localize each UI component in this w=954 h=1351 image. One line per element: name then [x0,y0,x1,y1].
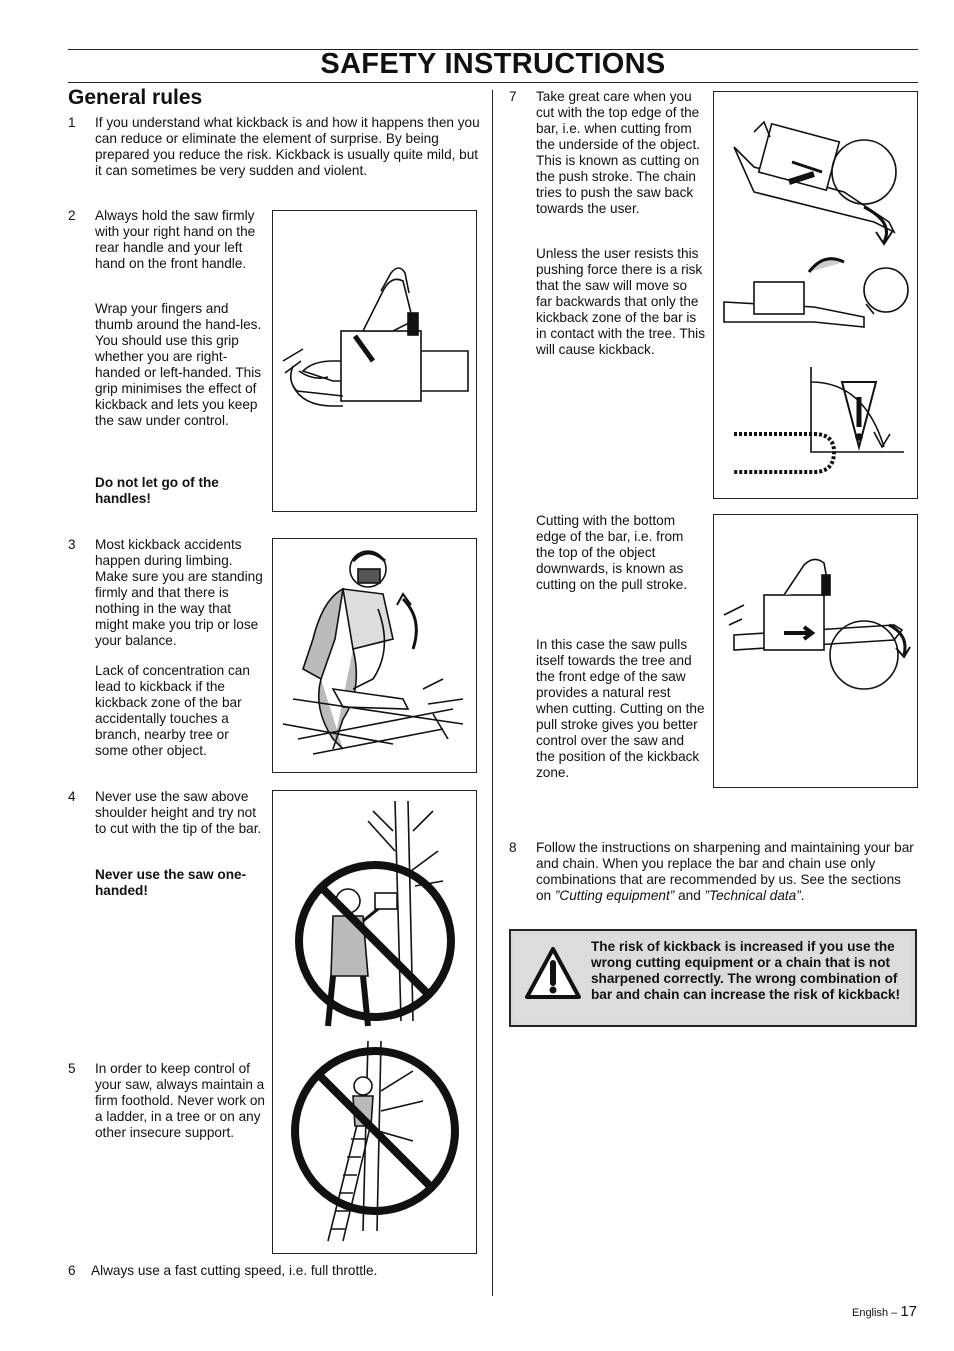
rule-5-number: 5 [68,1061,76,1076]
rule-8-link-technical-data: ”Technical data” [704,888,801,903]
rule-6-text: Always use a fast cutting speed, i.e. full throttle. [91,1263,378,1278]
kickback-warning-box [509,929,917,1027]
pull-stroke-illustration [714,515,917,787]
figure-limbing [272,538,477,773]
rule-8-text [536,840,918,904]
section-heading: General rules [68,86,203,109]
rule-8-link-cutting-equipment: ”Cutting equipment” [554,888,675,903]
rule-6-number: 6 [68,1263,76,1278]
rule-7-paragraph-2: Unless the user resists this pushing force there is a risk that the saw will move so far backwards that only the kickback zone of the bar is in contact with the tree. This will cause kickback. [536,246,705,357]
rule-3-number: 3 [68,537,76,552]
warning-inner [515,935,911,1021]
warning-text: The risk of kickback is increased if you use the wrong cutting equipment or a chain that is not sharpened correctly. The wrong combination of bar and chain can increase the risk of kickback! [591,939,901,1002]
footer-language: English – [851,1307,898,1319]
figure-prohibited-actions [272,790,477,1254]
rule-3-paragraph-2: Lack of concentration can lead to kickback if the kickback zone of the bar accidentally touches a branch, nearby tree or some other object. [95,663,250,758]
title-rule [68,82,918,83]
prohibited-illustrations [273,791,476,1253]
page-number: 17 [900,1303,917,1320]
push-stroke-kickback-illustration [714,92,917,498]
rule-8-text-mid: and [674,888,705,903]
rule-5-paragraph-1: In order to keep control of your saw, always maintain a firm foothold. Never work on a ladder, in a tree or on any other insecure support. [95,1061,265,1140]
rule-4-bold-note: Never use the saw one-handed! [95,867,247,898]
rule-3-paragraph-1: Most kickback accidents happen during limbing. Make sure you are standing firmly and that there is nothing in the way that might make you trip or lose your balance. [95,537,263,648]
figure-grip-saw [272,210,477,512]
limbing-worker-illustration [273,539,476,772]
rule-2-number: 2 [68,208,76,223]
rule-8-text-post: . [800,888,805,903]
rule-4-number: 4 [68,789,76,804]
rule-7-paragraph-3: Cutting with the bottom edge of the bar, i.e. from the top of the object downwards, is known as cutting on the pull stroke. [536,513,688,592]
chainsaw-grip-illustration [273,211,476,511]
rule-7-paragraph-4: In this case the saw pulls itself towards the tree and the front edge of the saw provides a natural rest when cutting. Cutting on the pull stroke gives you better control over the saw and the position of the kickback zone. [536,637,705,780]
rule-7-paragraph-1: Take great care when you cut with the top edge of the bar, i.e. when cutting from the underside of the object. This is known as cutting on the push stroke. The chain tries to push the saw back towards the user. [536,89,700,216]
rule-8-number: 8 [509,840,517,855]
page-footer [852,1303,917,1320]
figure-pull-stroke [713,514,918,788]
rule-1-number: 1 [68,115,76,130]
figure-push-stroke [713,91,918,499]
page-title: SAFETY INSTRUCTIONS [320,48,666,80]
rule-2-paragraph-2: Wrap your fingers and thumb around the hand-les. You should use this grip whether you are right-handed or left-handed. This grip minimises the effect of kickback and lets you keep the saw under control. [95,301,262,428]
rule-4-paragraph-1: Never use the saw above shoulder height and try not to cut with the tip of the bar. [95,789,262,836]
rule-7-number: 7 [509,89,517,104]
warning-triangle-icon [523,945,583,1001]
rule-8-text-pre: Follow the instructions on sharpening and maintaining your bar and chain. When you replace the bar and chain use only combinations that are recommended by us. See the sections on [536,840,914,903]
rule-2-bold-note: Do not let go of the handles! [95,475,219,506]
rule-2-paragraph-1: Always hold the saw firmly with your right hand on the rear handle and your left hand on the front handle. [95,208,256,271]
rule-1-text: If you understand what kickback is and how it happens then you can reduce or eliminate the element of surprise. By being prepared you reduce the risk. Kickback is usually quite mild, but it can sometimes be very sudden and violent. [95,115,480,178]
column-divider [492,90,493,1296]
